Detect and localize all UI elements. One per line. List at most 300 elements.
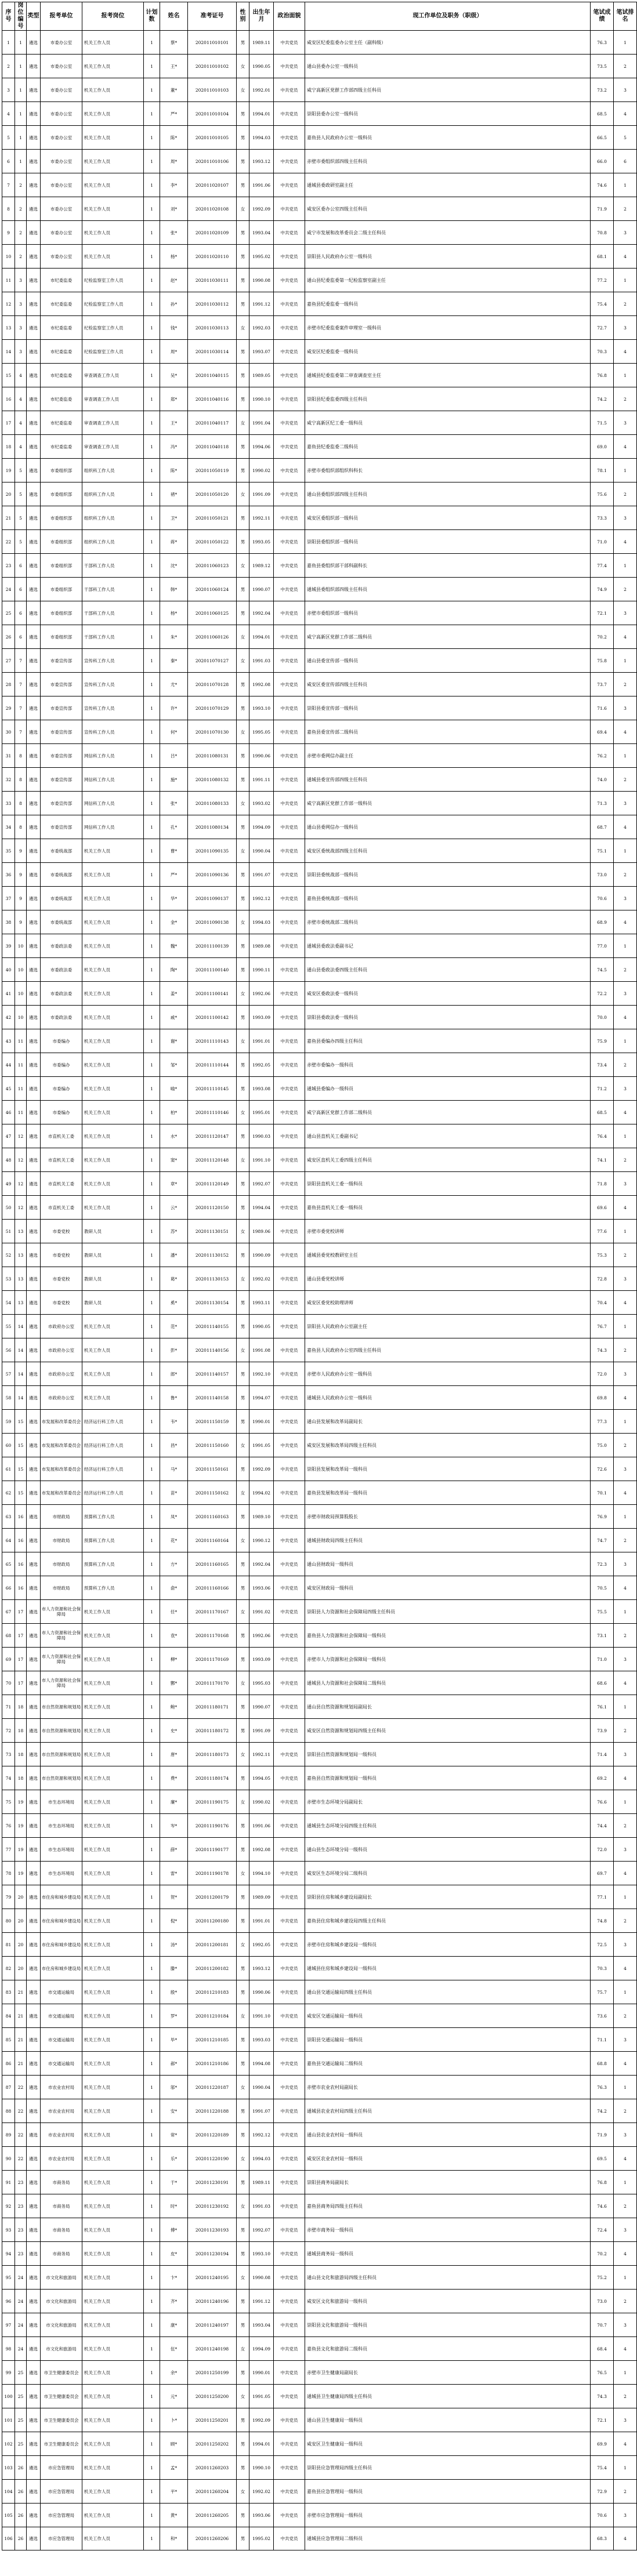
cell-rank: 2 [614, 482, 637, 506]
cell-current-work: 通城县农业农村局四级主任科员 [305, 2099, 591, 2123]
header-col-rank: 笔试排名 [614, 2, 637, 31]
cell-position: 干部科工作人员 [82, 578, 144, 601]
cell-type: 遴选 [27, 1053, 41, 1077]
cell-name: 秦* [160, 649, 188, 673]
cell-score: 76.2 [591, 744, 614, 768]
cell-position: 机关工作人员 [82, 1862, 144, 1885]
cell-plan-count: 1 [144, 2099, 160, 2123]
cell-index: 13 [2, 316, 15, 340]
cell-rank: 2 [614, 958, 637, 982]
cell-gender: 男 [237, 1552, 249, 1576]
cell-type: 遴选 [27, 245, 41, 269]
cell-type: 遴选 [27, 364, 41, 387]
cell-score: 73.0 [591, 863, 614, 887]
cell-rank: 3 [614, 2123, 637, 2147]
cell-ticket-number: 202011150159 [188, 1410, 237, 1434]
cell-score: 74.3 [591, 1338, 614, 1362]
cell-position: 机关工作人员 [82, 1957, 144, 1980]
cell-position: 机关工作人员 [82, 197, 144, 221]
cell-index: 77 [2, 1838, 15, 1862]
cell-name: 云* [160, 1196, 188, 1220]
cell-gender: 男 [237, 530, 249, 554]
cell-type: 遴选 [27, 2099, 41, 2123]
cell-type: 遴选 [27, 2408, 41, 2432]
cell-ticket-number: 202011190178 [188, 1862, 237, 1885]
cell-political-status: 中共党员 [274, 506, 305, 530]
cell-score: 72.5 [591, 1933, 614, 1957]
cell-unit: 市财政局 [41, 1552, 82, 1576]
cell-type: 遴选 [27, 31, 41, 55]
cell-index: 39 [2, 934, 15, 958]
cell-current-work: 崇阳县商务局副局长 [305, 2171, 591, 2194]
cell-position: 机关工作人员 [82, 2527, 144, 2550]
cell-ticket-number: 202011020109 [188, 221, 237, 245]
cell-score: 72.4 [591, 2218, 614, 2242]
cell-rank: 3 [614, 316, 637, 340]
cell-birth: 1991.10 [249, 2004, 274, 2028]
cell-plan-count: 1 [144, 2171, 160, 2194]
cell-current-work: 赤壁市委组织部组织科科长 [305, 459, 591, 482]
cell-rank: 4 [614, 1196, 637, 1220]
cell-name: 邬* [160, 2076, 188, 2099]
cell-unit: 市文化和旅游局 [41, 2313, 82, 2337]
cell-political-status: 中共党员 [274, 2290, 305, 2313]
cell-index: 31 [2, 744, 15, 768]
cell-political-status: 中共党员 [274, 910, 305, 934]
cell-ticket-number: 202011210186 [188, 2052, 237, 2076]
cell-birth: 1991.12 [249, 292, 274, 316]
cell-birth: 1993.10 [249, 2242, 274, 2266]
cell-name: 刘* [160, 197, 188, 221]
cell-post-code: 11 [15, 1053, 27, 1077]
cell-political-status: 中共党员 [274, 673, 305, 696]
cell-score: 72.9 [591, 2480, 614, 2504]
cell-type: 遴选 [27, 221, 41, 245]
cell-birth: 1991.10 [249, 1148, 274, 1172]
cell-birth: 1990.10 [249, 2456, 274, 2480]
cell-plan-count: 1 [144, 150, 160, 173]
cell-gender: 女 [237, 55, 249, 78]
cell-index: 97 [2, 2313, 15, 2337]
cell-current-work: 通城县人力资源和社会保障局二级科员 [305, 1671, 591, 1695]
cell-position: 机关工作人员 [82, 1362, 144, 1386]
cell-score: 76.4 [591, 1124, 614, 1148]
cell-unit: 市委宣传部 [41, 792, 82, 815]
cell-plan-count: 1 [144, 1648, 160, 1671]
cell-score: 74.0 [591, 768, 614, 792]
table-row [2, 649, 637, 673]
cell-plan-count: 1 [144, 102, 160, 126]
cell-political-status: 中共党员 [274, 1220, 305, 1243]
cell-plan-count: 1 [144, 1481, 160, 1505]
cell-type: 遴选 [27, 1124, 41, 1148]
cell-ticket-number: 202011150160 [188, 1434, 237, 1457]
cell-political-status: 中共党员 [274, 768, 305, 792]
cell-post-code: 19 [15, 1814, 27, 1838]
cell-name: 严* [160, 102, 188, 126]
cell-current-work: 嘉鱼县文化和旅游局二级科员 [305, 2337, 591, 2361]
cell-position: 机关工作人员 [82, 1648, 144, 1671]
cell-score: 72.3 [591, 1552, 614, 1576]
cell-rank: 1 [614, 459, 637, 482]
cell-type: 遴选 [27, 863, 41, 887]
table-row [2, 720, 637, 744]
cell-plan-count: 1 [144, 1457, 160, 1481]
cell-gender: 男 [237, 102, 249, 126]
table-row [2, 1529, 637, 1552]
cell-plan-count: 1 [144, 316, 160, 340]
cell-name: 戚* [160, 1006, 188, 1029]
cell-index: 71 [2, 1695, 15, 1719]
cell-ticket-number: 202011110146 [188, 1101, 237, 1124]
cell-current-work: 嘉鱼县纪委监委一级科员 [305, 292, 591, 316]
cell-ticket-number: 202011100139 [188, 934, 237, 958]
cell-birth: 1992.05 [249, 1053, 274, 1077]
cell-post-code: 12 [15, 1148, 27, 1172]
cell-political-status: 中共党员 [274, 1124, 305, 1148]
cell-plan-count: 1 [144, 2504, 160, 2527]
cell-unit: 市委宣传部 [41, 768, 82, 792]
cell-birth: 1995.01 [249, 1101, 274, 1124]
cell-score: 68.8 [591, 2052, 614, 2076]
cell-index: 11 [2, 269, 15, 292]
cell-ticket-number: 202011220188 [188, 2099, 237, 2123]
cell-plan-count: 1 [144, 1909, 160, 1933]
cell-unit: 市交通运输局 [41, 2052, 82, 2076]
table-row [2, 910, 637, 934]
cell-political-status: 中共党员 [274, 1172, 305, 1196]
cell-position: 纪检监察室工作人员 [82, 340, 144, 364]
cell-post-code: 6 [15, 578, 27, 601]
cell-name: 奚* [160, 1291, 188, 1315]
cell-ticket-number: 202011020110 [188, 245, 237, 269]
cell-position: 机关工作人员 [82, 863, 144, 887]
cell-plan-count: 1 [144, 1410, 160, 1434]
cell-rank: 2 [614, 1434, 637, 1457]
cell-birth: 1990.01 [249, 2361, 274, 2385]
cell-current-work: 嘉鱼县人民政府办公室一级科员 [305, 126, 591, 150]
cell-type: 遴选 [27, 435, 41, 459]
table-row [2, 1600, 637, 1624]
table-row [2, 2480, 637, 2504]
cell-position: 机关工作人员 [82, 2076, 144, 2099]
cell-score: 71.0 [591, 1648, 614, 1671]
cell-current-work: 咸安区自然资源和规划局四级主任科员 [305, 1719, 591, 1743]
cell-index: 94 [2, 2242, 15, 2266]
cell-position: 机关工作人员 [82, 2432, 144, 2456]
cell-current-work: 嘉鱼县纪委监委二级科员 [305, 435, 591, 459]
cell-current-work: 咸安区直机关工委四级主任科员 [305, 1148, 591, 1172]
cell-unit: 市委政法委 [41, 1006, 82, 1029]
cell-rank: 3 [614, 1648, 637, 1671]
cell-score: 76.7 [591, 1315, 614, 1338]
cell-name: 陈* [160, 459, 188, 482]
table-row [2, 2242, 637, 2266]
cell-rank: 4 [614, 1766, 637, 1790]
cell-gender: 女 [237, 1267, 249, 1291]
cell-political-status: 中共党员 [274, 1434, 305, 1457]
cell-birth: 1993.09 [249, 1648, 274, 1671]
cell-type: 遴选 [27, 1029, 41, 1053]
cell-ticket-number: 202011150162 [188, 1481, 237, 1505]
cell-birth: 1990.07 [249, 1695, 274, 1719]
cell-rank: 1 [614, 1885, 637, 1909]
cell-index: 46 [2, 1101, 15, 1124]
cell-position: 机关工作人员 [82, 1029, 144, 1053]
cell-current-work: 通城县生态环境分局四级主任科员 [305, 1814, 591, 1838]
cell-ticket-number: 202011090138 [188, 910, 237, 934]
cell-name: 滕* [160, 1957, 188, 1980]
cell-current-work: 咸宁高新区纪工委一级科员 [305, 411, 591, 435]
cell-type: 遴选 [27, 2242, 41, 2266]
cell-plan-count: 1 [144, 1291, 160, 1315]
cell-unit: 市交通运输局 [41, 1980, 82, 2004]
cell-unit: 市自然资源和规划局 [41, 1743, 82, 1766]
cell-name: 陈* [160, 126, 188, 150]
cell-rank: 2 [614, 1909, 637, 1933]
cell-post-code: 26 [15, 2456, 27, 2480]
cell-index: 29 [2, 696, 15, 720]
cell-plan-count: 1 [144, 1029, 160, 1053]
cell-birth: 1991.02 [249, 1600, 274, 1624]
cell-post-code: 12 [15, 1196, 27, 1220]
cell-unit: 市委组织部 [41, 482, 82, 506]
cell-type: 遴选 [27, 792, 41, 815]
cell-plan-count: 1 [144, 1790, 160, 1814]
cell-current-work: 通城县委组织部四级主任科员 [305, 578, 591, 601]
cell-type: 遴选 [27, 1552, 41, 1576]
cell-index: 95 [2, 2266, 15, 2290]
cell-name: 章* [160, 1172, 188, 1196]
cell-type: 遴选 [27, 1671, 41, 1695]
cell-political-status: 中共党员 [274, 1790, 305, 1814]
cell-plan-count: 1 [144, 1101, 160, 1124]
cell-type: 遴选 [27, 1410, 41, 1434]
cell-current-work: 通城县委党校教研室主任 [305, 1243, 591, 1267]
cell-unit: 市纪委监委 [41, 316, 82, 340]
cell-political-status: 中共党员 [274, 1457, 305, 1481]
cell-name: 孔* [160, 815, 188, 839]
cell-position: 机关工作人员 [82, 887, 144, 910]
cell-post-code: 6 [15, 554, 27, 578]
cell-unit: 市委党校 [41, 1291, 82, 1315]
cell-name: 董* [160, 78, 188, 102]
cell-name: 沈* [160, 554, 188, 578]
cell-type: 遴选 [27, 554, 41, 578]
cell-position: 审查调查工作人员 [82, 435, 144, 459]
cell-political-status: 中共党员 [274, 2028, 305, 2052]
cell-birth: 1990.02 [249, 1790, 274, 1814]
cell-post-code: 17 [15, 1648, 27, 1671]
cell-current-work: 咸宁高新区党群工作部二级科员 [305, 625, 591, 649]
cell-political-status: 中共党员 [274, 1196, 305, 1220]
cell-post-code: 24 [15, 2266, 27, 2290]
cell-score: 76.8 [591, 364, 614, 387]
cell-name: 潘* [160, 1243, 188, 1267]
cell-ticket-number: 202011120148 [188, 1148, 237, 1172]
cell-post-code: 5 [15, 530, 27, 554]
cell-position: 组织科工作人员 [82, 506, 144, 530]
cell-type: 遴选 [27, 1291, 41, 1315]
cell-political-status: 中共党员 [274, 1362, 305, 1386]
cell-gender: 男 [237, 2052, 249, 2076]
cell-political-status: 中共党员 [274, 126, 305, 150]
table-row [2, 1481, 637, 1505]
cell-rank: 3 [614, 1933, 637, 1957]
cell-political-status: 中共党员 [274, 2194, 305, 2218]
cell-ticket-number: 202011140156 [188, 1338, 237, 1362]
cell-birth: 1990.08 [249, 2266, 274, 2290]
table-row [2, 982, 637, 1006]
cell-rank: 2 [614, 1148, 637, 1172]
cell-position: 机关工作人员 [82, 2028, 144, 2052]
cell-rank: 4 [614, 1671, 637, 1695]
table-row [2, 2171, 637, 2194]
cell-current-work: 崇阳县文化和旅游局一级科员 [305, 2313, 591, 2337]
cell-name: 水* [160, 1124, 188, 1148]
cell-birth: 1993.05 [249, 530, 274, 554]
cell-type: 遴选 [27, 1980, 41, 2004]
cell-unit: 市委宣传部 [41, 815, 82, 839]
cell-plan-count: 1 [144, 245, 160, 269]
cell-name: 谢* [160, 1029, 188, 1053]
cell-current-work: 嘉鱼县自然资源和规划局一级科员 [305, 1766, 591, 1790]
cell-political-status: 中共党员 [274, 2504, 305, 2527]
cell-unit: 市委统战部 [41, 887, 82, 910]
cell-position: 干部科工作人员 [82, 601, 144, 625]
cell-score: 74.9 [591, 578, 614, 601]
cell-plan-count: 1 [144, 1077, 160, 1101]
cell-score: 75.0 [591, 1434, 614, 1457]
cell-political-status: 中共党员 [274, 1386, 305, 1410]
cell-birth: 1990.01 [249, 1410, 274, 1434]
cell-index: 28 [2, 673, 15, 696]
cell-gender: 男 [237, 2028, 249, 2052]
cell-ticket-number: 202011090137 [188, 887, 237, 910]
cell-post-code: 24 [15, 2337, 27, 2361]
cell-type: 遴选 [27, 839, 41, 863]
cell-post-code: 4 [15, 411, 27, 435]
cell-post-code: 13 [15, 1291, 27, 1315]
cell-current-work: 咸安区生态环境分局二级科员 [305, 1862, 591, 1885]
cell-rank: 3 [614, 887, 637, 910]
cell-index: 100 [2, 2385, 15, 2408]
cell-birth: 1990.07 [249, 578, 274, 601]
cell-current-work: 嘉鱼县商务局四级主任科员 [305, 2194, 591, 2218]
cell-score: 73.6 [591, 2004, 614, 2028]
cell-name: 彭* [160, 1338, 188, 1362]
cell-name: 康* [160, 2313, 188, 2337]
cell-unit: 市委宣传部 [41, 720, 82, 744]
cell-score: 71.9 [591, 2123, 614, 2147]
cell-score: 71.2 [591, 1077, 614, 1101]
cell-ticket-number: 202011060124 [188, 578, 237, 601]
cell-position: 机关工作人员 [82, 1124, 144, 1148]
cell-current-work: 通城县纪委监委第二审查调查室主任 [305, 364, 591, 387]
cell-current-work: 赤壁市财政局预算股股长 [305, 1505, 591, 1529]
table-row [2, 1077, 637, 1101]
cell-unit: 市卫生健康委员会 [41, 2385, 82, 2408]
cell-index: 36 [2, 863, 15, 887]
cell-political-status: 中共党员 [274, 2361, 305, 2385]
cell-unit: 市纪委监委 [41, 292, 82, 316]
cell-plan-count: 1 [144, 601, 160, 625]
cell-score: 75.4 [591, 292, 614, 316]
cell-ticket-number: 202011240196 [188, 2290, 237, 2313]
cell-rank: 1 [614, 1124, 637, 1148]
cell-gender: 女 [237, 1671, 249, 1695]
table-row [2, 2337, 637, 2361]
cell-post-code: 5 [15, 482, 27, 506]
cell-gender: 男 [237, 1648, 249, 1671]
table-row [2, 387, 637, 411]
table-row [2, 459, 637, 482]
cell-index: 98 [2, 2337, 15, 2361]
cell-ticket-number: 202011190175 [188, 1790, 237, 1814]
cell-birth: 1991.07 [249, 863, 274, 887]
cell-score: 74.1 [591, 1148, 614, 1172]
cell-position: 经济运行科工作人员 [82, 1434, 144, 1457]
cell-gender: 男 [237, 1719, 249, 1743]
cell-post-code: 1 [15, 31, 27, 55]
cell-birth: 1994.04 [249, 1196, 274, 1220]
cell-index: 64 [2, 1529, 15, 1552]
cell-type: 遴选 [27, 102, 41, 126]
cell-plan-count: 1 [144, 1124, 160, 1148]
cell-rank: 4 [614, 2052, 637, 2076]
cell-plan-count: 1 [144, 2004, 160, 2028]
cell-rank: 1 [614, 2361, 637, 2385]
cell-score: 71.5 [591, 411, 614, 435]
cell-name: 苏* [160, 1220, 188, 1243]
cell-index: 104 [2, 2480, 15, 2504]
cell-index: 45 [2, 1077, 15, 1101]
cell-name: 陶* [160, 958, 188, 982]
cell-gender: 男 [237, 1053, 249, 1077]
cell-name: 吴* [160, 364, 188, 387]
cell-index: 103 [2, 2456, 15, 2480]
table-row [2, 1648, 637, 1671]
cell-political-status: 中共党员 [274, 1077, 305, 1101]
cell-position: 宣传科工作人员 [82, 720, 144, 744]
cell-type: 遴选 [27, 126, 41, 150]
cell-type: 遴选 [27, 2218, 41, 2242]
cell-birth: 1993.11 [249, 1291, 274, 1315]
cell-rank: 1 [614, 1410, 637, 1434]
cell-score: 69.6 [591, 1196, 614, 1220]
cell-score: 76.3 [591, 2076, 614, 2099]
cell-plan-count: 1 [144, 1576, 160, 1600]
cell-gender: 女 [237, 1529, 249, 1552]
cell-political-status: 中共党员 [274, 221, 305, 245]
cell-position: 机关工作人员 [82, 126, 144, 150]
cell-index: 27 [2, 649, 15, 673]
cell-birth: 1992.12 [249, 887, 274, 910]
cell-political-status: 中共党员 [274, 387, 305, 411]
cell-current-work: 崇阳县委组织部一级科员 [305, 530, 591, 554]
cell-index: 26 [2, 625, 15, 649]
cell-rank: 2 [614, 292, 637, 316]
table-row [2, 2290, 637, 2313]
cell-plan-count: 1 [144, 1220, 160, 1243]
cell-gender: 女 [237, 2076, 249, 2099]
cell-ticket-number: 202011050122 [188, 530, 237, 554]
cell-ticket-number: 202011210184 [188, 2004, 237, 2028]
cell-birth: 1989.09 [249, 1885, 274, 1909]
cell-index: 68 [2, 1624, 15, 1648]
cell-post-code: 8 [15, 768, 27, 792]
cell-index: 79 [2, 1885, 15, 1909]
